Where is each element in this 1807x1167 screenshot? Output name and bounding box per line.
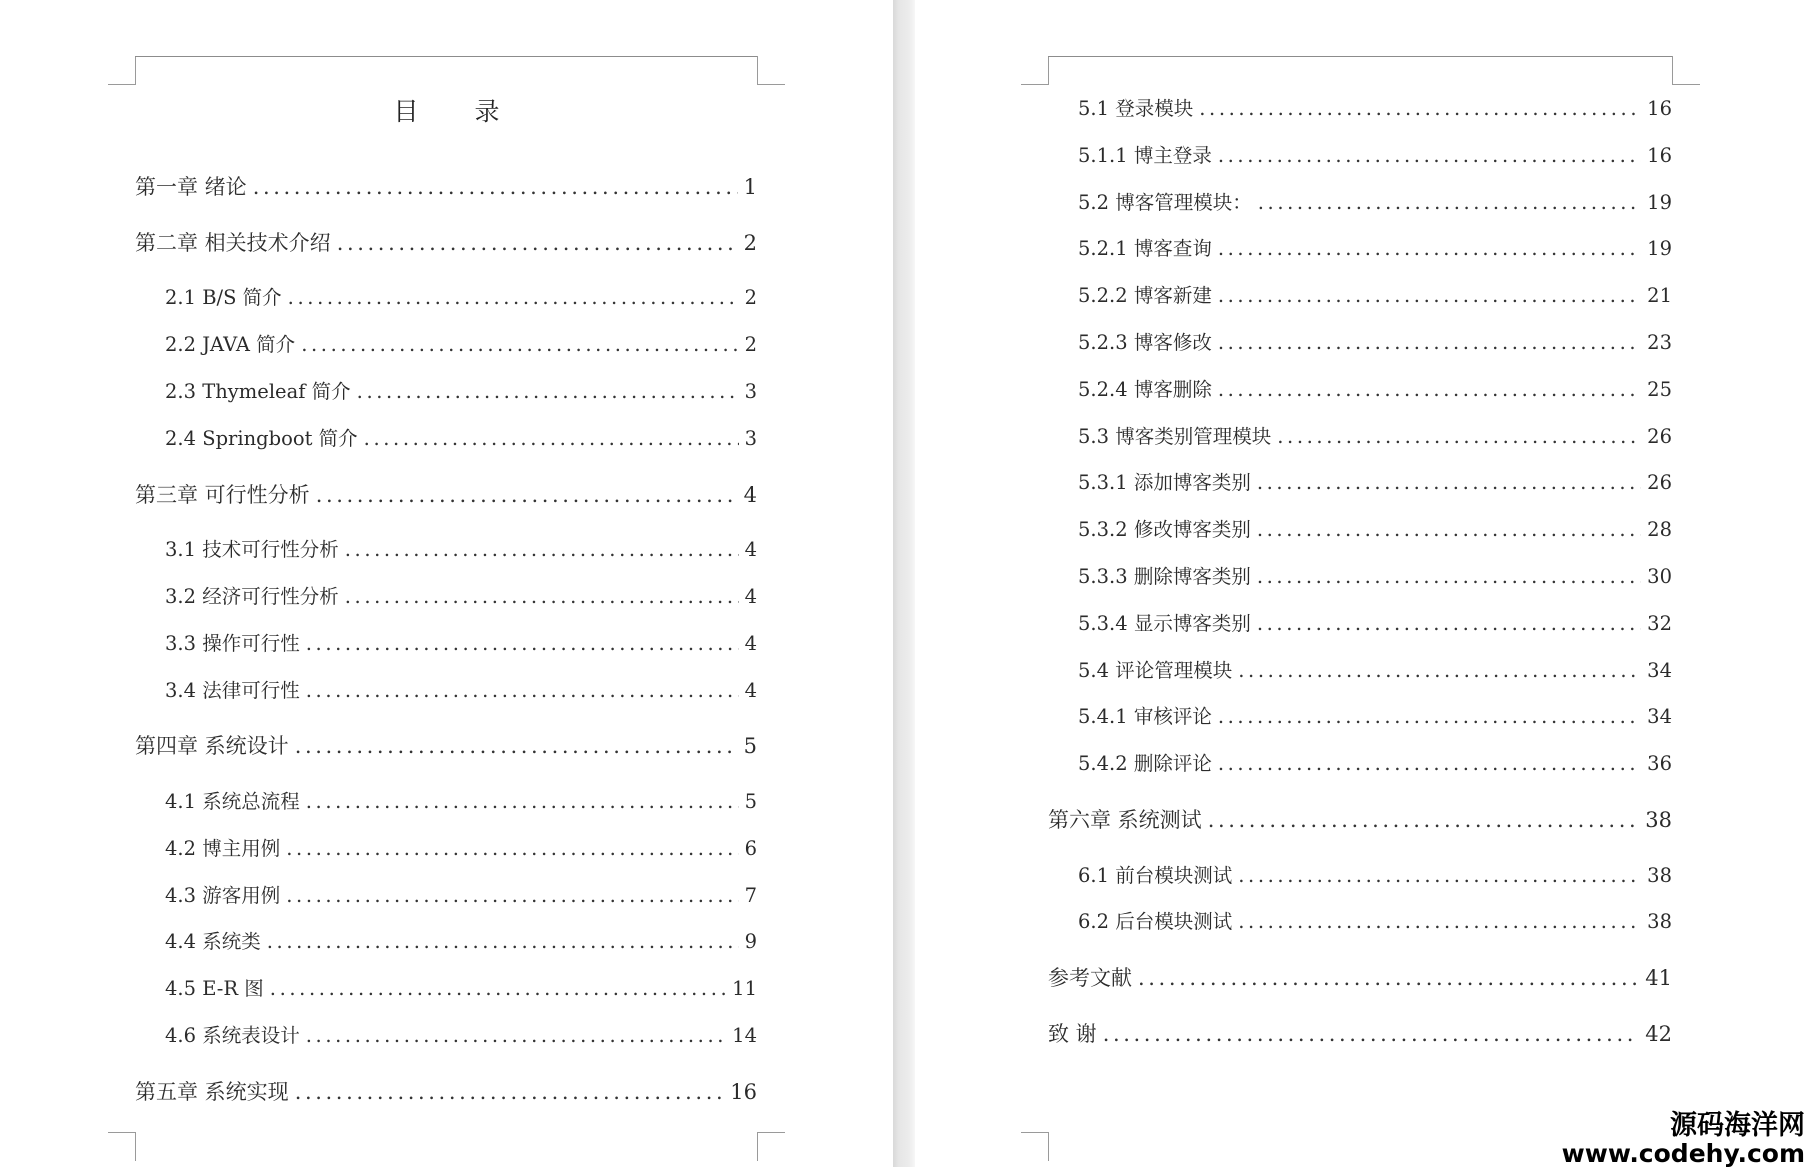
toc-entry-page-number: 26: [1647, 471, 1672, 495]
toc-leader-dots: [267, 927, 739, 957]
toc-entry-page-number: 28: [1647, 518, 1672, 542]
toc-entry-title: 5.2.4 博客删除: [1078, 377, 1212, 401]
toc-entry[interactable]: [165, 676, 757, 706]
toc-leader-dots: [357, 377, 739, 407]
toc-leader-dots: [1218, 141, 1641, 171]
toc-entry[interactable]: [1078, 468, 1672, 498]
crop-mark-top-left: [108, 56, 136, 85]
toc-leader-dots: [286, 881, 738, 911]
toc-entry-title: 3.2 经济可行性分析: [165, 585, 339, 608]
toc-leader-dots: [1103, 1019, 1640, 1049]
toc-entry-page-number: 42: [1645, 1021, 1672, 1046]
toc-entry-title: 2.2 JAVA 简介: [165, 333, 296, 357]
watermark-url: www.codehy.com: [1561, 1138, 1805, 1167]
toc-entry[interactable]: [1078, 141, 1672, 171]
crop-mark-bottom-left: [108, 1132, 136, 1161]
toc-leader-dots: [1218, 328, 1641, 358]
toc-leader-dots: [295, 731, 738, 761]
toc-entry[interactable]: [135, 172, 757, 202]
toc-entry[interactable]: [165, 974, 757, 1004]
toc-entry-page-number: 1: [743, 175, 757, 199]
toc-leader-dots: [1277, 422, 1641, 452]
toc-title: 目 录: [393, 97, 524, 126]
toc-entry-page-number: 11: [732, 977, 757, 1001]
toc-entry-title: 5.3.4 显示博客类别: [1078, 611, 1251, 635]
toc-leader-dots: [1218, 281, 1641, 311]
toc-entry-title: 5.3.3 删除博客类别: [1078, 565, 1251, 588]
crop-mark-bottom-left: [1021, 1132, 1049, 1161]
toc-entry[interactable]: [165, 629, 757, 659]
toc-entry[interactable]: [135, 480, 757, 510]
toc-leader-dots: [316, 480, 738, 510]
toc-entry-page-number: 5: [743, 734, 757, 759]
toc-entry-title: 5.2.1 博客查询: [1078, 237, 1212, 261]
toc-entry-title: 5.1 登录模块: [1078, 97, 1194, 120]
toc-entry-title: 致 谢: [1048, 1021, 1097, 1046]
toc-leader-dots: [306, 1021, 726, 1051]
crop-mark-top-right: [757, 56, 785, 85]
toc-entry-title: 5.4.1 审核评论: [1078, 705, 1212, 729]
toc-entry[interactable]: [1048, 805, 1672, 835]
toc-entry[interactable]: [1048, 963, 1672, 993]
toc-entry[interactable]: [165, 927, 757, 957]
toc-leader-dots: [295, 1077, 725, 1107]
toc-entry[interactable]: [165, 377, 757, 407]
toc-leader-dots: [1138, 963, 1639, 993]
toc-entry-title: 3.1 技术可行性分析: [165, 538, 339, 562]
toc-entry-title: 5.3 博客类别管理模块: [1078, 424, 1272, 448]
toc-entry-page-number: 38: [1647, 910, 1672, 934]
header-rule: [135, 56, 757, 57]
toc-entry[interactable]: [1078, 609, 1672, 639]
toc-entry-page-number: 7: [744, 883, 757, 907]
toc-leader-dots: [1257, 562, 1641, 592]
toc-entry-page-number: 41: [1645, 966, 1672, 991]
page-left: [0, 0, 893, 1167]
toc-leader-dots: [1257, 609, 1641, 639]
toc-entry[interactable]: [165, 535, 757, 565]
toc-entry-page-number: 34: [1647, 705, 1672, 729]
toc-leader-dots: [345, 582, 739, 612]
crop-mark-top-left: [1021, 56, 1049, 85]
toc-leader-dots: [1218, 702, 1641, 732]
toc-entry[interactable]: [165, 834, 757, 864]
toc-entry-title: 5.1.1 博主登录: [1078, 143, 1212, 167]
toc-entry[interactable]: [1078, 907, 1672, 937]
toc-entry-page-number: 30: [1647, 565, 1672, 588]
site-watermark: [1562, 1112, 1805, 1167]
toc-entry[interactable]: [165, 582, 757, 612]
toc-entry-title: 4.3 游客用例: [165, 883, 281, 907]
toc-entry-title: 4.1 系统总流程: [165, 790, 300, 813]
toc-entry-title: 第五章 系统实现: [135, 1079, 289, 1104]
toc-entry-page-number: 2: [743, 230, 757, 255]
toc-entry-page-number: 36: [1647, 752, 1672, 776]
toc-entry[interactable]: [1078, 749, 1672, 779]
toc-entry-title: 2.3 Thymeleaf 简介: [165, 380, 351, 403]
toc-entry[interactable]: [1078, 422, 1672, 452]
toc-entry[interactable]: [1078, 702, 1672, 732]
toc-entry[interactable]: [1078, 562, 1672, 592]
toc-entry-title: 5.2 博客管理模块：: [1078, 190, 1252, 214]
toc-leader-dots: [364, 424, 739, 454]
toc-leader-dots: [306, 676, 739, 706]
toc-entry-page-number: 3: [744, 426, 757, 450]
toc-entry-title: 3.4 法律可行性: [165, 678, 300, 702]
toc-entry[interactable]: [1078, 656, 1672, 686]
crop-mark-top-right: [1672, 56, 1700, 85]
toc-entry-title: 4.6 系统表设计: [165, 1024, 300, 1047]
toc-leader-dots: [1218, 749, 1641, 779]
toc-entry-page-number: 34: [1647, 658, 1672, 682]
toc-entry-page-number: 19: [1647, 237, 1672, 261]
toc-entry-page-number: 4: [744, 631, 757, 655]
toc-entry-page-number: 9: [744, 930, 757, 954]
toc-entry-page-number: 16: [1647, 97, 1672, 120]
toc-entry-page-number: 6: [744, 836, 757, 860]
toc-entry-title: 6.1 前台模块测试: [1078, 863, 1233, 887]
toc-entry[interactable]: [165, 881, 757, 911]
toc-entry-title: 4.2 博主用例: [165, 836, 281, 860]
toc-entry-title: 5.4 评论管理模块: [1078, 658, 1233, 682]
toc-entry-title: 第一章 绪论: [135, 175, 247, 199]
toc-entry-title: 4.5 E-R 图: [165, 977, 264, 1001]
toc-leader-dots: [1258, 188, 1641, 218]
toc-entry[interactable]: [135, 1077, 757, 1107]
toc-entry[interactable]: [1078, 861, 1672, 891]
toc-entry[interactable]: [165, 283, 757, 313]
toc-leader-dots: [1218, 375, 1641, 405]
toc-leader-dots: [337, 228, 738, 258]
toc-entry-title: 5.2.3 博客修改: [1078, 331, 1212, 354]
toc-leader-dots: [288, 283, 739, 313]
toc-leader-dots: [1199, 94, 1641, 124]
toc-entry-page-number: 4: [744, 678, 757, 702]
toc-entry-page-number: 21: [1647, 284, 1672, 308]
toc-leader-dots: [301, 330, 738, 360]
toc-entry-page-number: 4: [744, 538, 757, 562]
watermark-name: 源码海洋网: [1670, 1110, 1805, 1142]
toc-entry-page-number: 16: [730, 1079, 757, 1104]
toc-entry[interactable]: [1078, 94, 1672, 124]
toc-entry-title: 2.1 B/S 简介: [165, 286, 282, 310]
toc-entry[interactable]: [1078, 515, 1672, 545]
toc-entry-title: 6.2 后台模块测试: [1078, 910, 1233, 934]
toc-entry-page-number: 25: [1647, 377, 1672, 401]
toc-entry[interactable]: [165, 330, 757, 360]
toc-leader-dots: [1238, 861, 1641, 891]
toc-entry[interactable]: [135, 731, 757, 761]
toc-entry-page-number: 5: [744, 790, 757, 813]
toc-entry[interactable]: [165, 424, 757, 454]
toc-leader-dots: [345, 535, 739, 565]
toc-leader-dots: [306, 787, 739, 817]
toc-entry-title: 第四章 系统设计: [135, 734, 289, 759]
toc-entry-page-number: 38: [1647, 863, 1672, 887]
toc-leader-dots: [253, 172, 738, 202]
toc-entry-title: 4.4 系统类: [165, 930, 261, 954]
toc-entry-title: 5.4.2 删除评论: [1078, 752, 1212, 776]
toc-entry-page-number: 14: [732, 1024, 757, 1047]
toc-leader-dots: [1238, 656, 1641, 686]
toc-leader-dots: [1257, 468, 1641, 498]
toc-entry-title: 5.3.1 添加博客类别: [1078, 471, 1251, 495]
crop-mark-bottom-right: [757, 1132, 785, 1161]
toc-entry-title: 2.4 Springboot 简介: [165, 426, 358, 450]
toc-entry[interactable]: [135, 228, 757, 258]
toc-entry-page-number: 23: [1647, 331, 1672, 354]
toc-leader-dots: [1208, 805, 1640, 835]
toc-leader-dots: [306, 629, 739, 659]
toc-entry[interactable]: [1078, 328, 1672, 358]
toc-leader-dots: [286, 834, 738, 864]
toc-entry-title: 参考文献: [1048, 966, 1132, 991]
toc-entry-page-number: 4: [743, 482, 757, 507]
page-gutter: [893, 0, 915, 1167]
toc-entry-title: 5.2.2 博客新建: [1078, 284, 1212, 308]
header-rule: [1048, 56, 1672, 57]
toc-entry-page-number: 38: [1645, 807, 1672, 832]
toc-entry[interactable]: [1078, 234, 1672, 264]
toc-entry-page-number: 2: [744, 333, 757, 357]
toc-leader-dots: [1218, 234, 1641, 264]
toc-entry[interactable]: [165, 787, 757, 817]
toc-entry-title: 5.3.2 修改博客类别: [1078, 518, 1251, 542]
toc-entry-title: 3.3 操作可行性: [165, 631, 300, 655]
toc-entry-page-number: 32: [1647, 611, 1672, 635]
toc-entry-page-number: 19: [1647, 190, 1672, 214]
toc-entry-page-number: 4: [744, 585, 757, 608]
toc-entry-page-number: 2: [744, 286, 757, 310]
toc-entry[interactable]: [1078, 188, 1672, 218]
toc-entry[interactable]: [1048, 1019, 1672, 1049]
toc-entry-page-number: 26: [1647, 424, 1672, 448]
toc-entry[interactable]: [165, 1021, 757, 1051]
toc-entry-title: 第三章 可行性分析: [135, 482, 310, 507]
toc-leader-dots: [1257, 515, 1641, 545]
toc-entry-title: 第二章 相关技术介绍: [135, 230, 331, 255]
toc-entry-page-number: 16: [1647, 143, 1672, 167]
toc-entry-page-number: 3: [744, 380, 757, 403]
toc-leader-dots: [1238, 907, 1641, 937]
page-right: [915, 0, 1807, 1167]
toc-leader-dots: [270, 974, 726, 1004]
toc-entry-title: 第六章 系统测试: [1048, 807, 1202, 832]
toc-entry[interactable]: [1078, 281, 1672, 311]
toc-entry[interactable]: [1078, 375, 1672, 405]
